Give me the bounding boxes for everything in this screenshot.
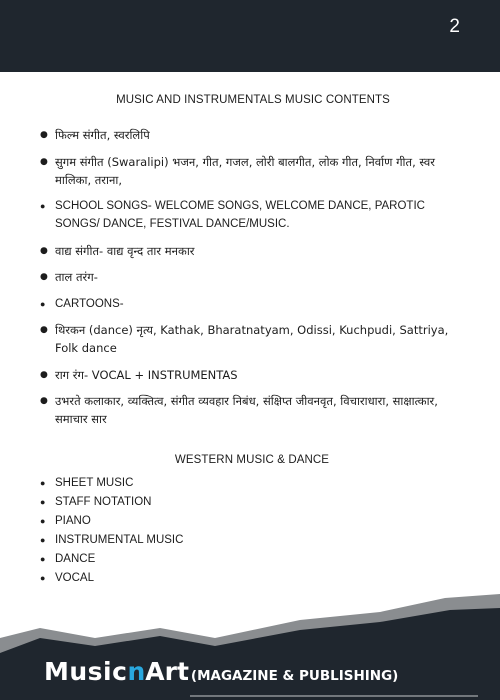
list-item [0,366,500,384]
list-item-text: SCHOOL SONGS- WELCOME SONGS, WELCOME DANCE, PAROTIC SONGS/ DANCE, FESTIVAL DANCE/MUSIC. [55,200,425,230]
music-contents-list [0,126,500,428]
list-item [0,153,500,189]
list-item [0,493,500,512]
list-item [0,474,500,493]
brand-tagline: (MAGAZINE & PUBLISHING) [190,668,399,684]
section-title-western-music: WESTERN MUSIC & DANCE [174,454,330,466]
list-item [0,242,500,260]
list-item-text: वाद्य संगीत- वाद्य वृन्द तार मनकार [55,243,195,258]
top-header-bar [0,0,500,72]
list-item-text: PIANO [55,515,91,527]
footer-banner [0,590,500,700]
bullet-icon: ● [40,554,46,564]
bullet-icon: ● [40,516,46,526]
list-item [0,295,500,313]
bullet-icon: ● [40,201,46,211]
bullet-icon: ● [40,478,46,488]
bullet-icon: ● [40,298,46,309]
list-item [0,531,500,550]
bullet-icon: ● [40,396,48,406]
list-item [0,268,500,286]
list-item [0,392,500,428]
list-item-text: INSTRUMENTAL MUSIC [55,534,184,546]
list-item-text: SHEET MUSIC [55,477,134,489]
list-item-text: सुगम संगीत (Swaralipi) भजन, गीत, गजल, लोरी बालगीत, लोक गीत, निर्वाण गीत, स्वर मालिका, तराना, [55,154,435,187]
western-music-list [0,474,500,588]
bullet-icon: ● [40,369,48,380]
bullet-icon: ● [40,535,46,545]
list-item-text: ताल तरंग- [55,270,98,284]
brand-n-text: n [127,657,146,686]
page-number: 2 [449,16,460,37]
list-item-text: थिरकन (dance) नृत्य, Kathak, Bharatnatyam, Odissi, Kuchpudi, Sattriya, Folk dance [55,323,449,355]
list-item-text: DANCE [55,553,96,565]
bullet-icon: ● [40,272,48,282]
brand-music-text: Music [44,657,128,686]
list-item [0,550,500,569]
list-item [0,512,500,531]
list-item [0,126,500,144]
list-item [0,569,500,588]
bullet-icon: ● [40,573,46,583]
list-item-text: CARTOONS- [55,297,124,310]
list-item [0,197,500,233]
list-item-text: STAFF NOTATION [55,496,152,508]
list-item-text: राग रंग- VOCAL + INSTRUMENTAS [55,367,238,382]
bullet-icon: ● [40,245,48,256]
list-item [0,321,500,357]
list-item-text: उभरते कलाकार, व्यक्तित्व, संगीत व्यवहार निबंध, संक्षिप्त जीवनवृत, विचाराधारा, साक्षात्कार, समाचार सार [55,394,438,426]
page-content [0,94,500,588]
bullet-icon: ● [40,156,48,167]
brand-art-text: Art [145,657,189,686]
section-title-music-contents: MUSIC AND INSTRUMENTALS MUSIC CONTENTS [116,94,390,106]
bullet-icon: ● [40,130,48,140]
list-item-text: फिल्म संगीत, स्वरलिपि [55,128,150,142]
list-item-text: VOCAL [55,572,94,584]
bullet-icon: ● [40,325,48,335]
brand-logo [44,657,398,686]
bullet-icon: ● [40,497,46,507]
